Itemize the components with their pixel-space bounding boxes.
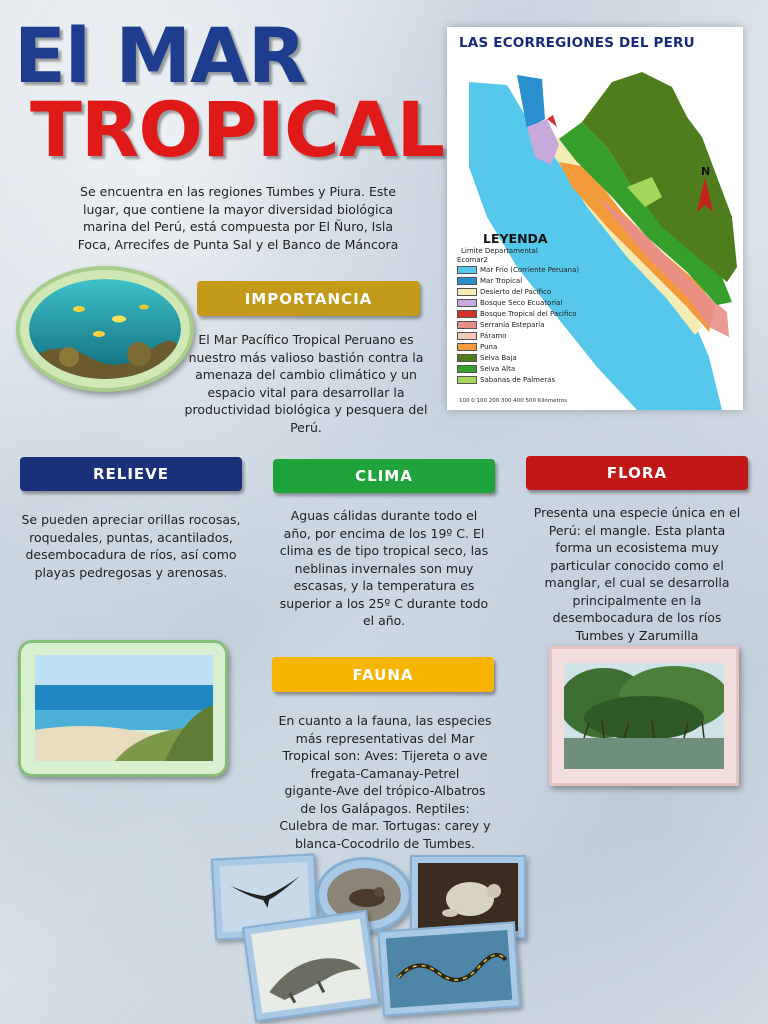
legend-subtitle: Limite Departamental [461,247,538,255]
flora-line: desembocadura de los ríos [552,610,722,625]
relieve-heading: RELIEVE [20,457,242,491]
title-line-1: El MAR [14,11,306,100]
legend-label: Puna [480,343,498,351]
clima-paragraph [268,507,500,630]
legend-item [457,376,555,384]
legend-label: Sabanas de Palmeras [480,376,556,384]
intro-line: lugar, que contiene la mayor diversidad biológica [82,201,394,217]
relieve-paragraph [12,511,250,581]
fauna-heading: FAUNA [272,657,494,692]
crocodile-photo [242,910,380,1023]
legend-label: Selva Baja [480,354,517,362]
legend-item [457,310,577,318]
fauna-line: blanca-Cocodrilo de Tumbes. [294,835,476,851]
flora-line: principalmente en la [572,592,702,608]
intro-line: Se encuentra en las regiones Tumbes y Piura. Este [80,184,396,199]
fauna-line: de los Galápagos. Reptiles: [300,800,470,816]
map-scale-label: 100 0 100 200 300 400 500 Kilómetros [459,398,568,404]
legend-label: Selva Alta [480,365,516,373]
flora-line: Presenta una especie única en el [533,505,741,520]
legend-swatch [457,343,477,351]
importancia-paragraph [175,331,437,436]
clima-line: clima es de tipo tropical seco, las [279,543,489,558]
legend-swatch [457,310,477,318]
legend-item [457,343,497,351]
relieve-line: roquedales, puntas, acantilados, [29,529,233,545]
importancia-line: Perú. [290,419,322,435]
clima-line: superior a los 25º C durante todo [279,595,489,611]
legend-label: Serranía Esteparia [480,321,545,329]
legend-swatch [457,376,477,384]
fauna-line: más representativas del Mar [295,730,475,746]
legend-title: LEYENDA [483,231,548,246]
legend-subtitle: Ecomar2 [457,256,488,264]
ecoregions-map [447,27,743,410]
clima-line: año, por encima de los 19º C. El [283,525,485,541]
legend-item [457,277,522,285]
flora-line: particular conocido como el [550,557,724,573]
importancia-line: espacio vital para desarrollar la [207,384,405,400]
intro-line: marina del Perú, está compuesta por El Ñuro, Isla [83,219,393,234]
clima-line: el año. [362,613,406,628]
legend-item [457,299,562,307]
legend-item [457,288,551,296]
title-line-2: TROPICAL [30,85,444,174]
fauna-paragraph [256,712,514,852]
legend-swatch [457,354,477,362]
fauna-line: gigante-Ave del trópico-Albatros [284,783,486,798]
legend-swatch [457,288,477,296]
legend-item [457,321,545,329]
legend-swatch [457,299,477,307]
flora-line: Perú: el mangle. Esta planta [548,522,726,538]
importancia-line: nuestro más valioso bastión contra la [188,349,424,365]
flora-line: Tumbes y Zarumilla [575,627,699,643]
legend-item [457,266,579,274]
sea-snake-photo [377,921,521,1016]
flora-line: manglar, el cual se desarrolla [544,575,730,590]
legend-label: Mar Tropical [480,277,523,285]
legend-label: Desierto del Pacifico [480,288,552,296]
fauna-line: Culebra de mar. Tortugas: carey y [279,818,491,833]
importancia-line: El Mar Pacífico Tropical Peruano es [198,332,414,347]
flora-heading: FLORA [526,456,748,490]
fauna-line: fregata-Camanay-Petrel [310,765,460,781]
importancia-heading: IMPORTANCIA [197,281,420,316]
legend-item [457,354,517,362]
flora-paragraph [518,504,756,644]
fauna-line: En cuanto a la fauna, las especies [278,713,492,728]
clima-heading: CLIMA [273,459,495,493]
fauna-line: Tropical son: Aves: Tijereta o ave [282,748,488,763]
legend-item [457,332,506,340]
legend-item [457,365,515,373]
intro-line: Foca, Arrecifes de Punta Sal y el Banco de Máncora [77,236,399,252]
peru-map-graphic [447,27,743,410]
legend-label: Bosque Tropical del Pacifico [480,310,577,318]
north-arrow-label: N [701,165,711,178]
legend-swatch [457,277,477,285]
clima-line: neblinas invernales son muy [294,560,474,576]
legend-label: Páramo [480,332,507,340]
legend-label: Bosque Seco Ecuatorial [480,299,563,307]
legend-label: Mar Frío (Corriente Peruana) [480,266,580,274]
importancia-line: productividad biológica y pesquera del [184,402,428,417]
legend-swatch [457,266,477,274]
relieve-line: desembocadura de ríos, así como [25,547,237,562]
legend-swatch [457,365,477,373]
clima-line: escasas, y la temperatura es [293,578,475,593]
intro-paragraph [48,183,428,253]
mangrove-photo [549,646,739,786]
legend-swatch [457,321,477,329]
clima-line: Aguas cálidas durante todo el [290,508,478,523]
legend-swatch [457,332,477,340]
flora-line: forma un ecosistema muy [555,540,719,555]
beach-photo [18,640,228,777]
relieve-line: playas pedregosas y arenosas. [34,564,228,580]
map-title: LAS ECORREGIONES DEL PERU [459,35,695,51]
relieve-line: Se pueden apreciar orillas rocosas, [21,512,241,527]
importancia-line: amenaza del cambio climático y un [195,367,417,382]
reef-photo [16,266,194,392]
